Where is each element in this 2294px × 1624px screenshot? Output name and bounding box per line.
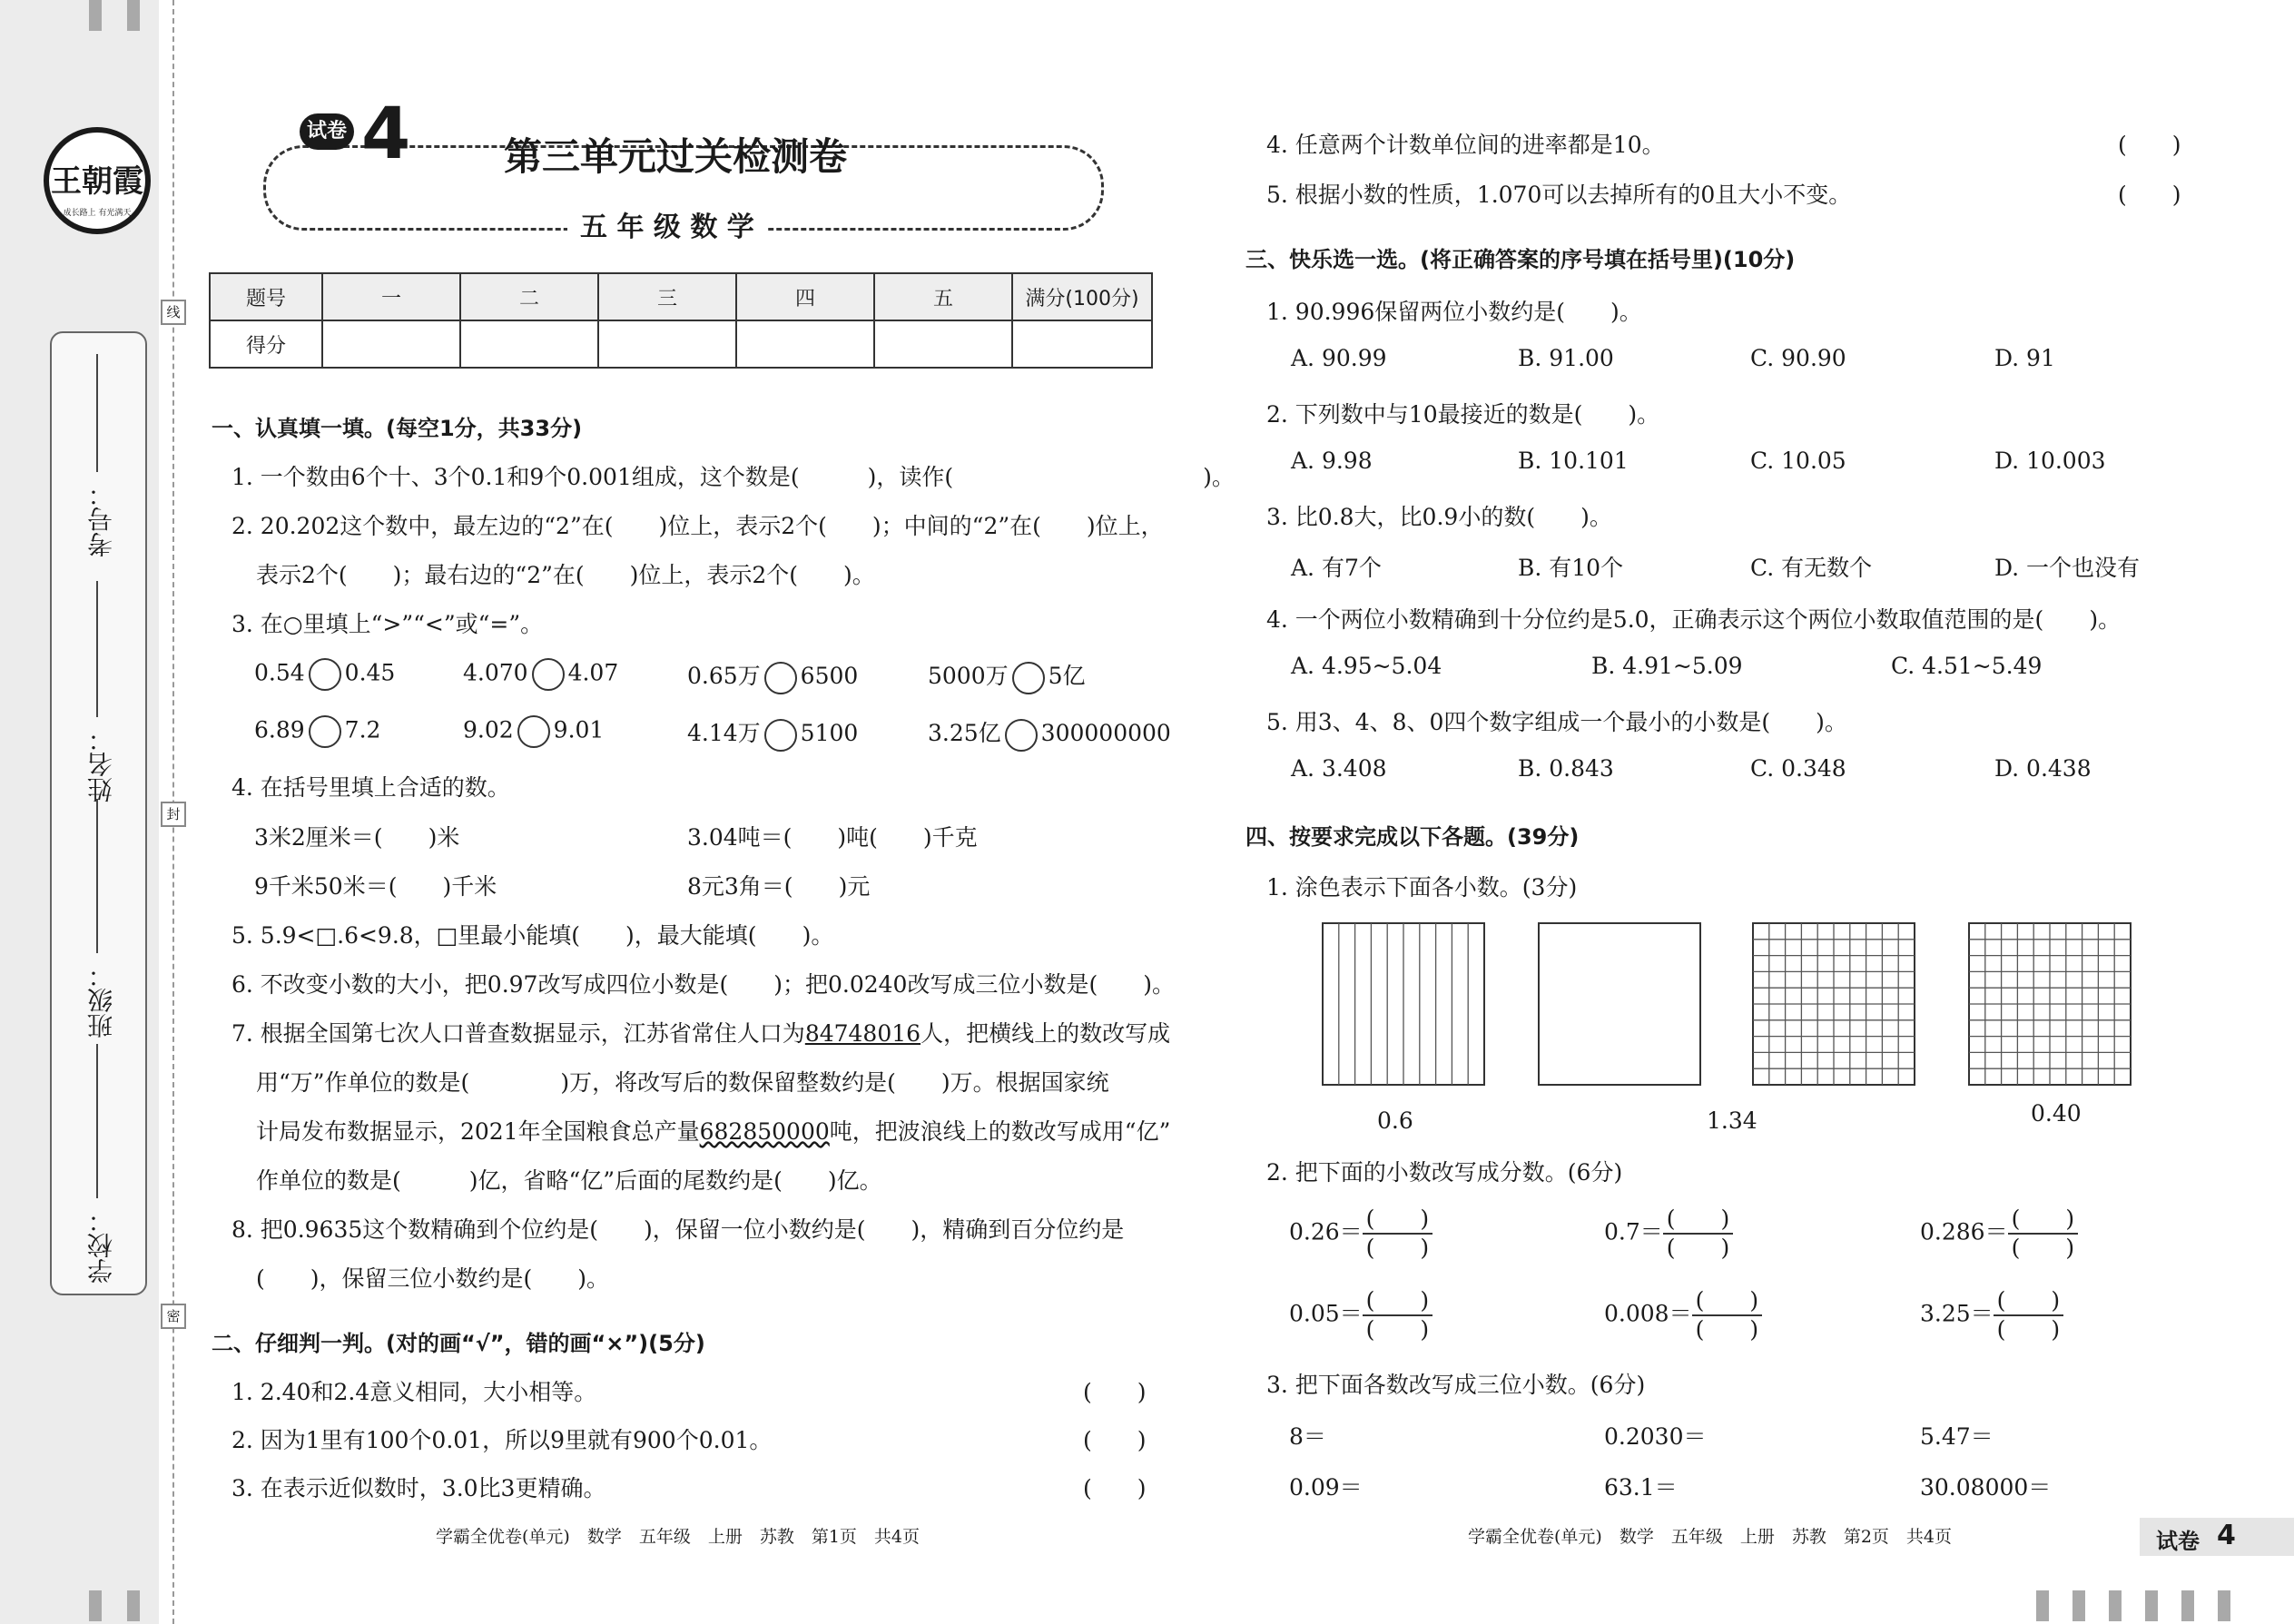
section-1-title: 一、认真填一填。(每空1分，共33分)	[212, 416, 583, 441]
figure-label: 0.6	[1377, 1107, 1413, 1134]
paper-number: 4	[361, 94, 411, 175]
question-3: 3. 在○里填上“>”“<”或“=”。	[231, 611, 544, 637]
unit-item: 3米2厘米＝( )米	[254, 824, 460, 851]
score-header-cell: 五	[874, 273, 1012, 320]
choice-option[interactable]: C. 90.90	[1750, 345, 1846, 371]
choice-option[interactable]: C. 4.51~5.49	[1891, 653, 2043, 679]
problem-3: 3. 把下面各数改写成三位小数。(6分)	[1266, 1372, 1646, 1398]
question-7-line2: 用“万”作单位的数是( )万，将改写后的数保留整数约是( )万。根据国家统	[256, 1069, 1109, 1096]
student-info-box	[50, 331, 147, 1295]
question-1: 1. 一个数由6个十、3个0.1和9个0.001组成，这个数是( )，读作( )。	[231, 464, 1235, 490]
page-title: 第三单元过关检测卷	[504, 134, 848, 179]
page-footer: 学霸全优卷(单元) 数学 五年级 上册 苏教 第1页 共4页	[436, 1527, 921, 1547]
compare-circle[interactable]	[764, 662, 797, 694]
compare-circle[interactable]	[1005, 719, 1038, 752]
shading-figures[interactable]	[1321, 921, 2294, 1089]
score-header-cell: 三	[598, 273, 736, 320]
page-tab-label: 试卷	[2156, 1529, 2200, 1554]
fraction-item: 0.008＝ $\frac{( )}{( )}$	[1604, 1287, 1762, 1343]
choice-option[interactable]: D. 91	[1994, 345, 2055, 371]
decimal-item: 8＝	[1289, 1423, 1326, 1450]
problem-2: 2. 把下面的小数改写成分数。(6分)	[1266, 1159, 1623, 1186]
question-4: 4. 在括号里填上合适的数。	[231, 774, 510, 801]
decimal-item: 30.08000＝	[1920, 1474, 2052, 1501]
judge-item: 5. 根据小数的性质，1.070可以去掉所有的0且大小不变。	[1266, 182, 1852, 208]
figure-label: 1.34	[1707, 1107, 1757, 1134]
choice-option[interactable]: C. 0.348	[1750, 755, 1846, 782]
choice-option[interactable]: B. 91.00	[1518, 345, 1614, 371]
question-7-line1: 7. 根据全国第七次人口普查数据显示，江苏省常住人口为84748016人，把横线上的数改写成	[231, 1020, 1171, 1047]
score-cell[interactable]	[1012, 320, 1152, 368]
paper-badge: 试卷	[300, 113, 354, 150]
fraction-item: 0.286＝ $\frac{( )}{( )}$	[1920, 1206, 2078, 1262]
decimal-item: 5.47＝	[1920, 1423, 1994, 1450]
compare-item: 4.14万 5100	[687, 715, 858, 752]
score-cell[interactable]	[460, 320, 598, 368]
underlined-number: 84748016	[804, 1020, 921, 1047]
answer-paren[interactable]: ( )	[1083, 1427, 1147, 1453]
choice-question: 1. 90.996保留两位小数约是( )。	[1266, 299, 1642, 325]
compare-circle[interactable]	[1012, 662, 1045, 694]
choice-option[interactable]: A. 9.98	[1291, 448, 1373, 474]
choice-option[interactable]: B. 10.101	[1518, 448, 1629, 474]
hundredths-grid-b	[1969, 923, 2131, 1085]
score-cell[interactable]	[874, 320, 1012, 368]
answer-paren[interactable]: ( )	[1083, 1475, 1147, 1501]
judge-item: 2. 因为1里有100个0.01，所以9里就有900个0.01。	[231, 1427, 773, 1453]
choice-option[interactable]: A. 有7个	[1291, 555, 1382, 581]
name-field[interactable]	[96, 581, 98, 717]
fraction-item: 3.25＝ $\frac{( )}{( )}$	[1920, 1287, 2063, 1343]
question-7-line4: 作单位的数是( )亿，省略“亿”后面的尾数约是( )亿。	[256, 1167, 882, 1194]
seal-seal: 封	[161, 802, 186, 827]
page-footer: 学霸全优卷(单元) 数学 五年级 上册 苏教 第2页 共4页	[1468, 1527, 1953, 1547]
publisher-logo	[44, 127, 151, 234]
school-label: 学校：	[86, 1207, 116, 1284]
whole-square	[1539, 923, 1700, 1085]
hundredths-grid-a	[1753, 923, 1915, 1085]
choice-question: 2. 下列数中与10最接近的数是( )。	[1266, 401, 1660, 428]
choice-option[interactable]: D. 0.438	[1994, 755, 2092, 782]
section-2-title: 二、仔细判一判。(对的画“√”，错的画“×”)(5分)	[212, 1331, 705, 1356]
unit-item: 9千米50米＝( )千米	[254, 873, 497, 900]
compare-item: 4.070 4.07	[463, 658, 618, 691]
question-7-line3: 计局发布数据显示，2021年全国粮食总产量682850000吨，把波浪线上的数改写成用“亿”	[256, 1118, 1171, 1145]
class-field[interactable]	[96, 799, 98, 953]
choice-option[interactable]: C. 有无数个	[1750, 555, 1873, 581]
decimal-item: 0.2030＝	[1604, 1423, 1707, 1450]
class-label: 班级：	[86, 962, 116, 1038]
compare-item: 9.02 9.01	[463, 715, 604, 748]
logo-name: 王朝霞	[51, 163, 143, 200]
seal-line: 线	[161, 300, 186, 325]
compare-item: 5000万 5亿	[928, 658, 1086, 694]
answer-paren[interactable]: ( )	[2118, 132, 2181, 158]
score-header-cell: 二	[460, 273, 598, 320]
compare-circle[interactable]	[517, 715, 550, 748]
choice-option[interactable]: B. 4.91~5.09	[1591, 653, 1743, 679]
score-header-cell: 题号	[210, 273, 322, 320]
decimal-item: 63.1＝	[1604, 1474, 1678, 1501]
choice-option[interactable]: A. 90.99	[1291, 345, 1387, 371]
answer-paren[interactable]: ( )	[2118, 182, 2181, 208]
choice-question: 4. 一个两位小数精确到十分位约是5.0，正确表示这个两位小数取值范围的是( )。	[1266, 606, 2122, 633]
choice-option[interactable]: C. 10.05	[1750, 448, 1846, 474]
compare-circle[interactable]	[764, 719, 797, 752]
tenths-grid	[1323, 923, 1484, 1085]
choice-question: 3. 比0.8大，比0.9小的数( )。	[1266, 504, 1612, 530]
choice-option[interactable]: A. 4.95~5.04	[1291, 653, 1442, 679]
exam-number-field[interactable]	[96, 354, 98, 472]
section-4-title: 四、按要求完成以下各题。(39分)	[1245, 824, 1580, 850]
choice-option[interactable]: B. 0.843	[1518, 755, 1614, 782]
score-cell[interactable]	[322, 320, 460, 368]
score-cell[interactable]	[736, 320, 874, 368]
compare-item: 3.25亿 300000000	[928, 715, 1171, 752]
answer-paren[interactable]: ( )	[1083, 1379, 1147, 1405]
wavy-number: 682850000	[699, 1118, 830, 1145]
figure-label: 0.40	[2031, 1100, 2082, 1127]
score-cell[interactable]	[598, 320, 736, 368]
score-header-cell: 一	[322, 273, 460, 320]
choice-option[interactable]: D. 一个也没有	[1994, 555, 2141, 581]
question-2-line2: 表示2个( )；最右边的“2”在( )位上，表示2个( )。	[256, 562, 875, 588]
judge-item: 4. 任意两个计数单位间的进率都是10。	[1266, 132, 1665, 158]
section-3-title: 三、快乐选一选。(将正确答案的序号填在括号里)(10分)	[1245, 247, 1796, 272]
problem-1: 1. 涂色表示下面各小数。(3分)	[1266, 874, 1578, 901]
page-subtitle: 五 年 级 数 学	[567, 204, 767, 244]
unit-item: 3.04吨＝( )吨( )千克	[687, 824, 978, 851]
compare-circle[interactable]	[532, 658, 565, 691]
decimal-item: 0.09＝	[1289, 1474, 1363, 1501]
unit-item: 8元3角＝( )元	[687, 873, 871, 900]
score-row-label: 得分	[210, 320, 322, 368]
school-field[interactable]	[96, 1044, 98, 1198]
name-label: 姓名：	[86, 726, 116, 802]
fraction-item: 0.05＝ $\frac{( )}{( )}$	[1289, 1287, 1433, 1343]
compare-circle[interactable]	[309, 658, 341, 691]
choice-option[interactable]: A. 3.408	[1291, 755, 1387, 782]
compare-item: 0.54 0.45	[254, 658, 395, 691]
seal-secret: 密	[161, 1304, 186, 1329]
page-tab	[2140, 1518, 2294, 1556]
score-header-cell: 满分(100分)	[1012, 273, 1152, 320]
compare-item: 0.65万 6500	[687, 658, 858, 694]
logo-slogan: 成长路上 有光满天	[63, 209, 132, 218]
choice-option[interactable]: B. 有10个	[1518, 555, 1624, 581]
question-2-line1: 2. 20.202这个数中，最左边的“2”在( )位上，表示2个( )；中间的“2”在( )位上，	[231, 513, 1164, 539]
question-8-line2: ( )，保留三位小数约是( )。	[256, 1265, 610, 1292]
fraction-item: 0.7＝ $\frac{( )}{( )}$	[1604, 1206, 1733, 1262]
judge-item: 1. 2.40和2.4意义相同，大小相等。	[231, 1379, 597, 1405]
question-8-line1: 8. 把0.9635这个数精确到个位约是( )，保留一位小数约是( )，精确到百分位约是	[231, 1216, 1125, 1243]
choice-option[interactable]: D. 10.003	[1994, 448, 2106, 474]
question-6: 6. 不改变小数的大小，把0.97改写成四位小数是( )；把0.0240改写成三位小数是( )。	[231, 971, 1175, 998]
judge-item: 3. 在表示近似数时，3.0比3更精确。	[231, 1475, 606, 1501]
page-tab-number: 4	[2217, 1520, 2236, 1551]
compare-item: 6.89 7.2	[254, 715, 380, 748]
exam-number-label: 考号：	[86, 481, 116, 557]
compare-circle[interactable]	[309, 715, 341, 748]
question-5: 5. 5.9<□.6<9.8，□里最小能填( )，最大能填( )。	[231, 922, 834, 949]
fraction-item: 0.26＝ $\frac{( )}{( )}$	[1289, 1206, 1433, 1262]
score-header-cell: 四	[736, 273, 874, 320]
choice-question: 5. 用3、4、8、0四个数字组成一个最小的小数是( )。	[1266, 709, 1847, 735]
score-table	[209, 272, 1153, 369]
